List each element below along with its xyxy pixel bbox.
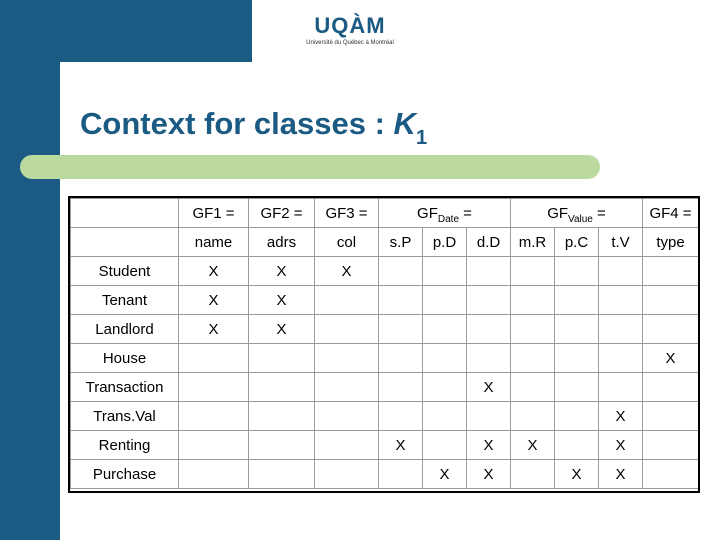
gf2-header: GF2 = — [249, 199, 315, 228]
table-cell — [467, 315, 511, 344]
attr-header-2: adrs — [249, 228, 315, 257]
table-cell: X — [643, 344, 699, 373]
table-row — [71, 344, 699, 373]
logo-subtitle: Université du Québec à Montréal — [306, 40, 394, 46]
row-label: Student — [71, 257, 179, 286]
table-cell — [249, 373, 315, 402]
table-cell — [643, 460, 699, 489]
table-cell — [599, 286, 643, 315]
table-cell — [467, 286, 511, 315]
table-cell — [179, 344, 249, 373]
table-cell — [555, 286, 599, 315]
title-k: K — [393, 106, 416, 141]
table-cell — [423, 286, 467, 315]
table-cell — [423, 402, 467, 431]
table-cell — [511, 315, 555, 344]
table-cell — [379, 373, 423, 402]
table-cell: X — [599, 460, 643, 489]
table-cell — [249, 344, 315, 373]
attr-header-3: col — [315, 228, 379, 257]
table-cell — [379, 257, 423, 286]
table-cell — [643, 286, 699, 315]
table-cell — [511, 402, 555, 431]
gfdate-pre: GF — [417, 204, 438, 222]
attr-header-9: t.V — [599, 228, 643, 257]
table-cell — [379, 460, 423, 489]
table-cell: X — [467, 460, 511, 489]
table-cell: X — [249, 257, 315, 286]
table-cell — [555, 257, 599, 286]
table-cell: X — [599, 431, 643, 460]
gf3-header: GF3 = — [315, 199, 379, 228]
table-row — [71, 257, 699, 286]
table-row — [71, 402, 699, 431]
gfdate-header — [379, 199, 511, 228]
table-cell: X — [511, 431, 555, 460]
table-cell — [315, 286, 379, 315]
title-underline-bar — [20, 155, 600, 179]
row-label: Purchase — [71, 460, 179, 489]
uqam-logo — [298, 14, 402, 54]
table-cell — [179, 402, 249, 431]
attr-header-6: d.D — [467, 228, 511, 257]
table-cell — [467, 344, 511, 373]
logo-mark: UQÀM — [314, 13, 386, 38]
title-subscript: 1 — [415, 127, 428, 149]
header-row-attributes — [71, 228, 699, 257]
gf1-header: GF1 = — [179, 199, 249, 228]
table-cell — [315, 373, 379, 402]
table-cell — [643, 373, 699, 402]
table-cell — [379, 344, 423, 373]
corner-cell — [71, 199, 179, 228]
table-cell — [379, 402, 423, 431]
table-cell — [511, 286, 555, 315]
table-cell — [643, 315, 699, 344]
table-row — [71, 286, 699, 315]
attr-header-1: name — [179, 228, 249, 257]
row-label: Trans.Val — [71, 402, 179, 431]
left-decor-bar — [0, 0, 60, 540]
table-cell — [599, 344, 643, 373]
table-row — [71, 460, 699, 489]
table-cell — [423, 373, 467, 402]
table-cell: X — [467, 373, 511, 402]
table-cell — [555, 431, 599, 460]
table-cell — [179, 460, 249, 489]
table-cell: X — [179, 286, 249, 315]
attr-header-4: s.P — [379, 228, 423, 257]
table-cell: X — [555, 460, 599, 489]
table-cell: X — [179, 257, 249, 286]
table-cell — [599, 315, 643, 344]
table-cell — [423, 344, 467, 373]
table-cell: X — [599, 402, 643, 431]
table-cell — [315, 431, 379, 460]
slide-title — [80, 106, 428, 149]
corner-cell-2 — [71, 228, 179, 257]
table-cell: X — [315, 257, 379, 286]
table-cell — [599, 373, 643, 402]
table-cell: X — [179, 315, 249, 344]
table-cell: X — [467, 431, 511, 460]
table-cell — [315, 460, 379, 489]
table-cell — [555, 402, 599, 431]
context-table — [70, 198, 699, 489]
gfdate-sub: Date — [437, 213, 460, 225]
table-cell — [511, 373, 555, 402]
table-cell — [467, 402, 511, 431]
title-prefix: Context for classes : — [80, 106, 394, 141]
table-cell — [555, 373, 599, 402]
table-cell — [511, 257, 555, 286]
table-cell — [315, 344, 379, 373]
table-cell — [379, 315, 423, 344]
attr-header-10: type — [643, 228, 699, 257]
attr-header-5: p.D — [423, 228, 467, 257]
table-cell — [315, 315, 379, 344]
gfvalue-sub: Value — [568, 213, 593, 225]
table-cell — [249, 460, 315, 489]
row-label: Transaction — [71, 373, 179, 402]
table-row — [71, 315, 699, 344]
row-label: Landlord — [71, 315, 179, 344]
table-cell: X — [249, 315, 315, 344]
table-cell — [511, 460, 555, 489]
attr-header-8: p.C — [555, 228, 599, 257]
table-cell — [643, 257, 699, 286]
table-cell — [179, 431, 249, 460]
gfvalue-header — [511, 199, 643, 228]
table-cell — [179, 373, 249, 402]
table-cell: X — [379, 431, 423, 460]
row-label: Renting — [71, 431, 179, 460]
table-cell — [643, 402, 699, 431]
table-cell — [555, 344, 599, 373]
table-cell — [379, 286, 423, 315]
table-cell — [249, 402, 315, 431]
table-cell: X — [423, 460, 467, 489]
table-row — [71, 431, 699, 460]
table-cell — [599, 257, 643, 286]
gf4-header: GF4 = — [643, 199, 699, 228]
gfdate-post: = — [459, 204, 472, 222]
gfvalue-pre: GF — [547, 204, 569, 222]
top-decor-band — [0, 0, 252, 62]
table-cell — [555, 315, 599, 344]
table-cell — [249, 431, 315, 460]
gfvalue-post: = — [592, 204, 606, 222]
header-row-groups — [71, 199, 699, 228]
table-cell — [423, 315, 467, 344]
table-cell — [423, 257, 467, 286]
row-label: Tenant — [71, 286, 179, 315]
table-cell — [643, 431, 699, 460]
row-label: House — [71, 344, 179, 373]
table-cell: X — [249, 286, 315, 315]
table-cell — [315, 402, 379, 431]
table-cell — [511, 344, 555, 373]
table-cell — [423, 431, 467, 460]
table-cell — [467, 257, 511, 286]
attr-header-7: m.R — [511, 228, 555, 257]
table-row — [71, 373, 699, 402]
